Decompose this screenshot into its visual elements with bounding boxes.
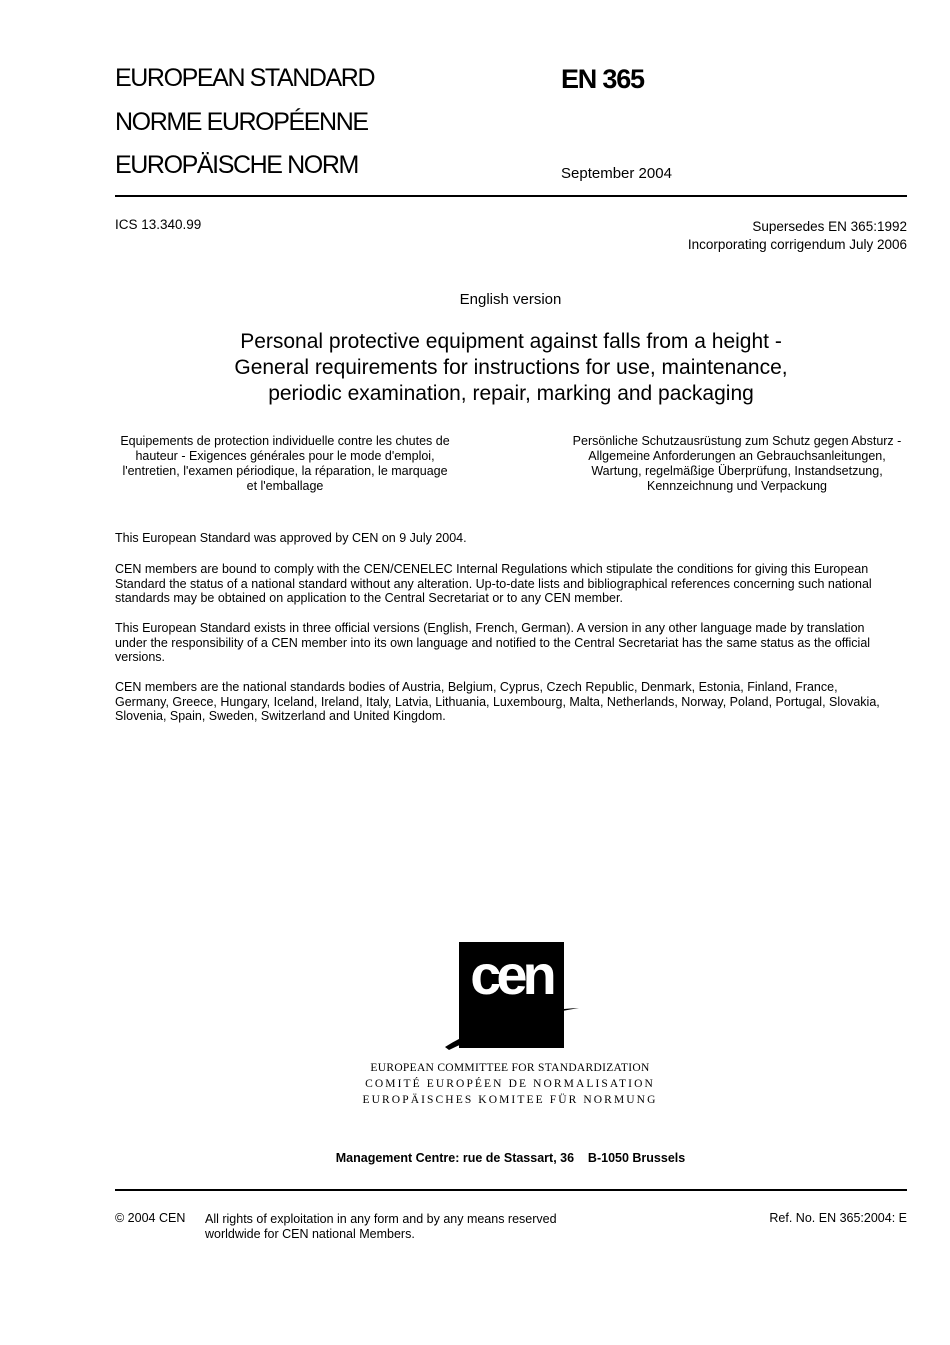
- ics-code: ICS 13.340.99: [115, 217, 202, 232]
- management-centre-address: Management Centre: rue de Stassart, 36 B-1050 Brussels: [335, 1151, 686, 1165]
- approval-paragraph: [115, 531, 915, 546]
- paragraph-line: CEN members are the national standards bodies of Austria, Belgium, Cyprus, Czech Republic, Denmark, Estonia, Finland, France,: [115, 680, 838, 694]
- standard-title-french: NORME EUROPÉENNE: [115, 108, 368, 136]
- paragraph-line: Slovenia, Spain, Sweden, Switzerland and United Kingdom.: [115, 709, 446, 723]
- french-title: [115, 434, 455, 494]
- paragraph-line: versions.: [115, 650, 166, 664]
- copyright-notice: © 2004 CEN: [115, 1211, 186, 1225]
- corrigendum-text: Incorporating corrigendum July 2006: [687, 237, 907, 252]
- compliance-paragraph: [115, 562, 915, 606]
- rights-line: worldwide for CEN national Members.: [205, 1227, 415, 1241]
- german-title-line: Persönliche Schutzausrüstung zum Schutz gegen Absturz -: [572, 434, 902, 448]
- committee-name-french: COMITÉ EUROPÉEN DE NORMALISATION: [365, 1078, 655, 1090]
- standard-title-english: EUROPEAN STANDARD: [115, 64, 375, 92]
- rights-line: All rights of exploitation in any form and by any means reserved: [205, 1212, 557, 1226]
- committee-name-german: EUROPÄISCHES KOMITEE FÜR NORMUNG: [362, 1094, 658, 1106]
- language-version: English version: [459, 291, 562, 308]
- german-title: [566, 434, 908, 494]
- document-title-line: Personal protective equipment against falls from a height -: [240, 330, 782, 353]
- german-title-line: Allgemeine Anforderungen an Gebrauchsanleitungen,: [588, 449, 886, 463]
- reference-number: Ref. No. EN 365:2004: E: [769, 1211, 907, 1225]
- rights-statement: [205, 1212, 557, 1242]
- footer-divider: [115, 1189, 907, 1191]
- standard-number: EN 365: [561, 64, 644, 94]
- cen-logo-icon: [445, 942, 580, 1050]
- german-title-line: Wartung, regelmäßige Überprüfung, Instandsetzung,: [591, 464, 883, 478]
- paragraph-line: This European Standard exists in three official versions (English, French, German). A version in any other language made by translation: [115, 621, 865, 635]
- french-title-line: l'entretien, l'examen périodique, la réparation, le marquage: [122, 464, 448, 478]
- document-title: [115, 329, 907, 407]
- versions-paragraph: [115, 621, 915, 665]
- committee-name-english: EUROPEAN COMMITTEE FOR STANDARDIZATION: [370, 1062, 650, 1074]
- document-title-line: periodic examination, repair, marking and packaging: [268, 382, 754, 405]
- paragraph-line: CEN members are bound to comply with the CEN/CENELEC Internal Regulations which stipulate the conditions for giving this European: [115, 562, 869, 576]
- document-title-line: General requirements for instructions for use, maintenance,: [234, 356, 788, 379]
- french-title-line: et l'emballage: [246, 479, 324, 493]
- publication-date: September 2004: [561, 165, 672, 182]
- paragraph-line: standards may be obtained on application to the Central Secretariat or to any CEN member.: [115, 591, 623, 605]
- paragraph-line: Germany, Greece, Hungary, Iceland, Ireland, Italy, Latvia, Lithuania, Luxembourg, Malta, Netherlands, Norway, Poland, Portugal, Slovakia,: [115, 694, 880, 709]
- german-title-line: Kennzeichnung und Verpackung: [646, 479, 827, 493]
- supersedes-text: Supersedes EN 365:1992: [752, 219, 907, 234]
- paragraph-line: Standard the status of a national standard without any alteration. Up-to-date lists and bibliographical references concerning such national: [115, 576, 872, 591]
- logo-text: cen: [470, 943, 552, 1006]
- french-title-line: hauteur - Exigences générales pour le mode d'emploi,: [135, 449, 435, 463]
- paragraph-line: under the responsibility of a CEN member into its own language and notified to the Central Secretariat has the same status as the official: [115, 635, 871, 650]
- members-paragraph: [115, 680, 915, 724]
- supersedes-block: [688, 218, 907, 254]
- french-title-line: Equipements de protection individuelle contre les chutes de: [120, 434, 450, 448]
- standard-title-german: EUROPÄISCHE NORM: [115, 151, 358, 179]
- paragraph-line: This European Standard was approved by CEN on 9 July 2004.: [115, 531, 467, 545]
- header-divider: [115, 195, 907, 197]
